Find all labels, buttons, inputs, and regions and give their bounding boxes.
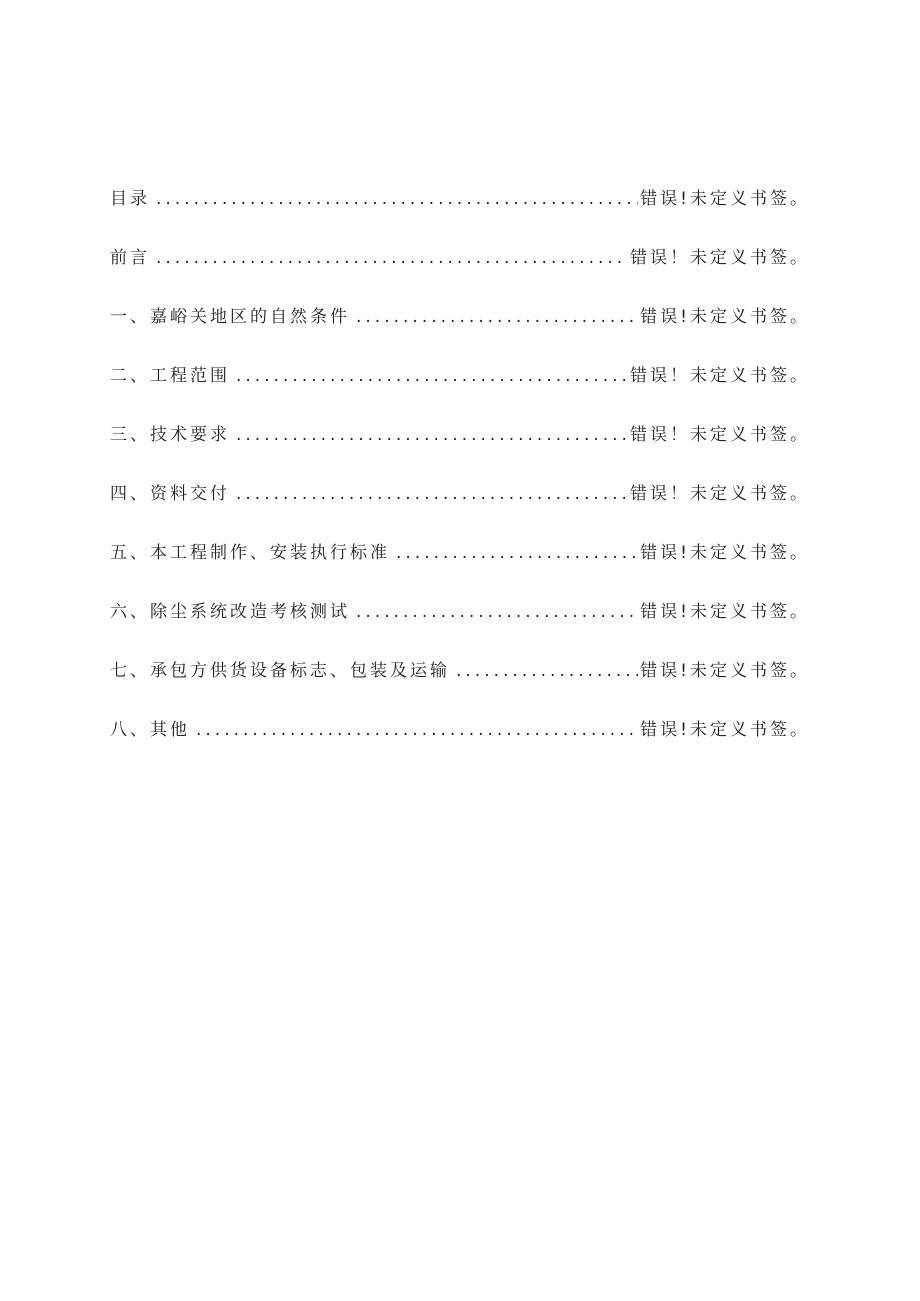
toc-entry-natural-conditions[interactable] (110, 300, 810, 359)
toc-dot-leader (156, 241, 628, 275)
toc-entry-project-scope[interactable] (110, 359, 810, 418)
toc-dot-leader (156, 182, 638, 216)
toc-entry-page-ref: 错误!未定义书签。 (640, 307, 810, 327)
toc-entry-page-ref: 错误!未定义书签。 (640, 661, 810, 681)
toc-entry-page-ref: 错误！未定义书签。 (630, 248, 810, 268)
toc-entry-dust-removal-testing[interactable] (110, 595, 810, 654)
toc-dot-leader (456, 654, 638, 688)
toc-entry-page-ref: 错误！未定义书签。 (630, 425, 810, 445)
toc-dot-leader (236, 477, 628, 511)
toc-entry-marking-packaging-transport[interactable] (110, 654, 810, 713)
toc-entry-page-ref: 错误!未定义书签。 (640, 720, 810, 740)
toc-entry-standards[interactable] (110, 536, 810, 595)
toc-entry-label: 八、其他 (110, 720, 190, 740)
toc-entry-label: 四、资料交付 (110, 484, 230, 504)
toc-entry-label: 一、嘉峪关地区的自然条件 (110, 307, 350, 327)
toc-entry-other[interactable] (110, 713, 810, 772)
toc-entry-technical-requirements[interactable] (110, 418, 810, 477)
toc-entry-page-ref: 错误！未定义书签。 (630, 484, 810, 504)
toc-entry-page-ref: 错误!未定义书签。 (640, 543, 810, 563)
toc-entry-page-ref: 错误！未定义书签。 (630, 366, 810, 386)
toc-entry-label: 三、技术要求 (110, 425, 230, 445)
toc-entry-preface[interactable] (110, 241, 810, 300)
toc-entry-label: 目录 (110, 189, 150, 209)
toc-entry-label: 二、工程范围 (110, 366, 230, 386)
toc-dot-leader (236, 359, 628, 393)
toc-dot-leader (236, 418, 628, 452)
toc-entry-label: 前言 (110, 248, 150, 268)
toc-dot-leader (356, 300, 638, 334)
toc-entry-document-delivery[interactable] (110, 477, 810, 536)
toc-entry-directory[interactable] (110, 182, 810, 241)
toc-entry-page-ref: 错误!未定义书签。 (640, 189, 810, 209)
toc-entry-label: 六、除尘系统改造考核测试 (110, 602, 350, 622)
toc-dot-leader (356, 595, 638, 629)
toc-entry-page-ref: 错误!未定义书签。 (640, 602, 810, 622)
toc-entry-label: 五、本工程制作、安装执行标准 (110, 543, 390, 563)
toc-dot-leader (396, 536, 638, 570)
toc-entry-label: 七、承包方供货设备标志、包装及运输 (110, 661, 450, 681)
table-of-contents (110, 182, 810, 772)
toc-dot-leader (196, 713, 638, 747)
